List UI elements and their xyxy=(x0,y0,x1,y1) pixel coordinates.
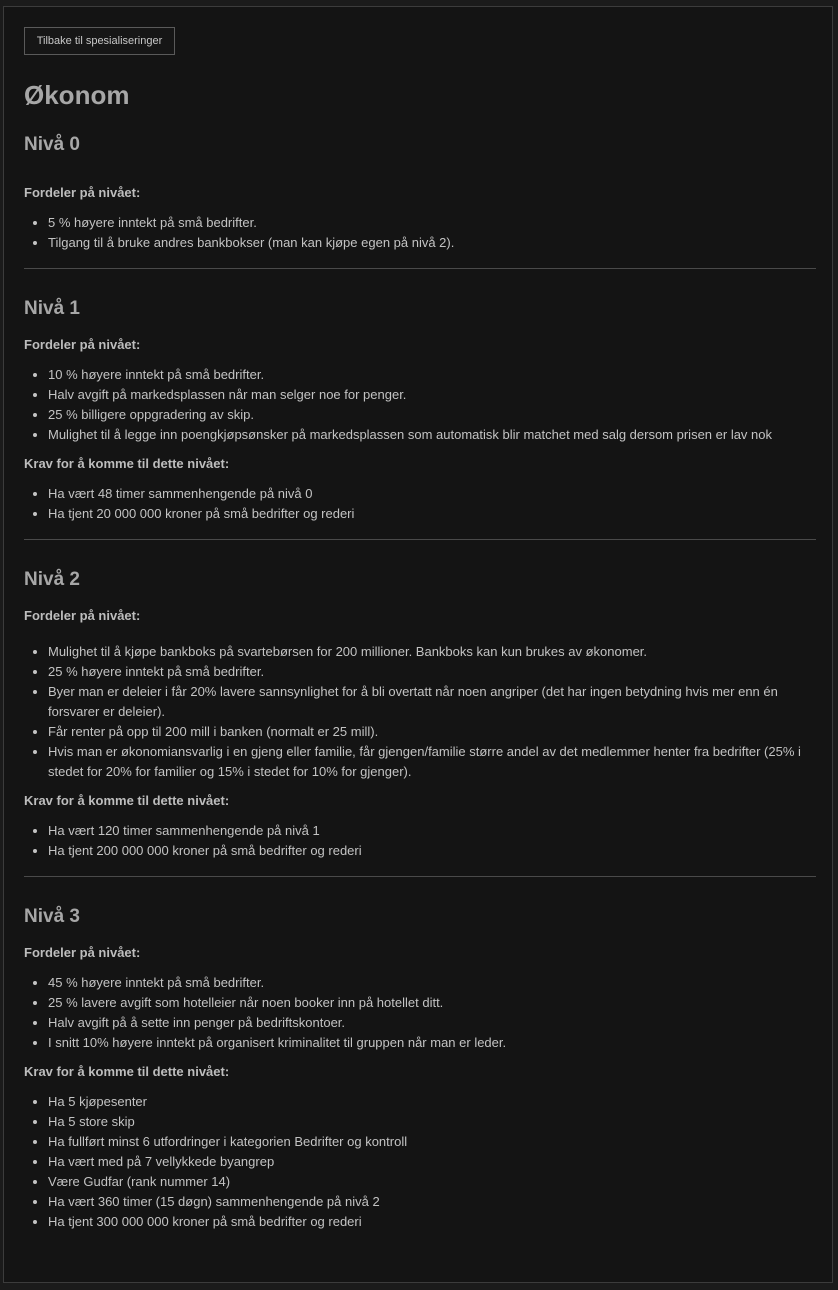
list-item: • Ha 5 store skip xyxy=(48,1112,816,1132)
requirements-heading: Krav for å komme til dette nivået: xyxy=(24,1064,230,1079)
requirements-list xyxy=(24,821,816,861)
benefits-list xyxy=(24,642,816,782)
benefits-heading: Fordeler på nivået: xyxy=(24,608,141,623)
list-item: • Får renter på opp til 200 mill i banken (normalt er 25 mill). xyxy=(48,722,816,742)
list-item: • Ha vært 48 timer sammenhengende på nivå 0 xyxy=(48,484,816,504)
requirements-list xyxy=(24,1092,816,1232)
list-item: • Ha tjent 20 000 000 kroner på små bedrifter og rederi xyxy=(48,504,816,524)
list-item: • Mulighet til å kjøpe bankboks på svartebørsen for 200 millioner. Bankboks kan kun brukes av økonomer. xyxy=(48,642,816,662)
list-item: • Halv avgift på markedsplassen når man selger noe for penger. xyxy=(48,385,816,405)
requirements-list xyxy=(24,484,816,524)
level-0-section xyxy=(24,132,816,253)
list-item: • Ha vært 360 timer (15 døgn) sammenhengende på nivå 2 xyxy=(48,1192,816,1212)
list-item: • Ha tjent 200 000 000 kroner på små bedrifter og rederi xyxy=(48,841,816,861)
list-item: • 5 % høyere inntekt på små bedrifter. xyxy=(48,213,816,233)
list-item: • I snitt 10% høyere inntekt på organisert kriminalitet til gruppen når man er leder. xyxy=(48,1033,816,1053)
benefits-heading: Fordeler på nivået: xyxy=(24,337,141,352)
benefits-list xyxy=(24,213,816,253)
benefits-list xyxy=(24,365,816,445)
list-item: • Hvis man er økonomiansvarlig i en gjeng eller familie, får gjengen/familie større andel av det medlemmer henter fra bedrifter (25% i stedet for 20% for familier og 15% i stedet for 10% for gjenger). xyxy=(48,742,816,782)
benefits-heading: Fordeler på nivået: xyxy=(24,945,141,960)
level-3-section xyxy=(24,904,816,1232)
list-item: • 25 % lavere avgift som hotelleier når noen booker inn på hotellet ditt. xyxy=(48,993,816,1013)
list-item: • Ha vært 120 timer sammenhengende på nivå 1 xyxy=(48,821,816,841)
level-2-section xyxy=(24,567,816,861)
level-heading: Nivå 0 xyxy=(24,134,80,155)
page-title: Økonom xyxy=(24,80,130,110)
list-item: • Være Gudfar (rank nummer 14) xyxy=(48,1172,816,1192)
list-item: • 45 % høyere inntekt på små bedrifter. xyxy=(48,973,816,993)
list-item: • Byer man er deleier i får 20% lavere sannsynlighet for å bli overtatt når noen angriper (det har ingen betydning hvis mer enn én forsvarer er deleier). xyxy=(48,682,816,722)
requirements-heading: Krav for å komme til dette nivået: xyxy=(24,456,230,471)
benefits-heading: Fordeler på nivået: xyxy=(24,185,141,200)
list-item: • Ha 5 kjøpesenter xyxy=(48,1092,816,1112)
list-item: • Ha vært med på 7 vellykkede byangrep xyxy=(48,1152,816,1172)
benefits-list xyxy=(24,973,816,1053)
list-item: • 10 % høyere inntekt på små bedrifter. xyxy=(48,365,816,385)
level-1-section xyxy=(24,296,816,524)
list-item: • Ha tjent 300 000 000 kroner på små bedrifter og rederi xyxy=(48,1212,816,1232)
list-item: • 25 % billigere oppgradering av skip. xyxy=(48,405,816,425)
requirements-heading: Krav for å komme til dette nivået: xyxy=(24,793,230,808)
level-heading: Nivå 1 xyxy=(24,298,80,319)
list-item: • Mulighet til å legge inn poengkjøpsønsker på markedsplassen som automatisk blir matchet med salg dersom prisen er lav nok xyxy=(48,425,816,445)
list-item: • Ha fullført minst 6 utfordringer i kategorien Bedrifter og kontroll xyxy=(48,1132,816,1152)
back-to-specializations-button[interactable]: Tilbake til spesialiseringer xyxy=(24,27,175,55)
list-item: • 25 % høyere inntekt på små bedrifter. xyxy=(48,662,816,682)
list-item: • Halv avgift på å sette inn penger på bedriftskontoer. xyxy=(48,1013,816,1033)
specialization-panel xyxy=(3,6,833,1283)
levels-content xyxy=(24,132,816,1232)
level-heading: Nivå 2 xyxy=(24,569,80,590)
level-heading: Nivå 3 xyxy=(24,906,80,927)
list-item: • Tilgang til å bruke andres bankbokser (man kan kjøpe egen på nivå 2). xyxy=(48,233,816,253)
